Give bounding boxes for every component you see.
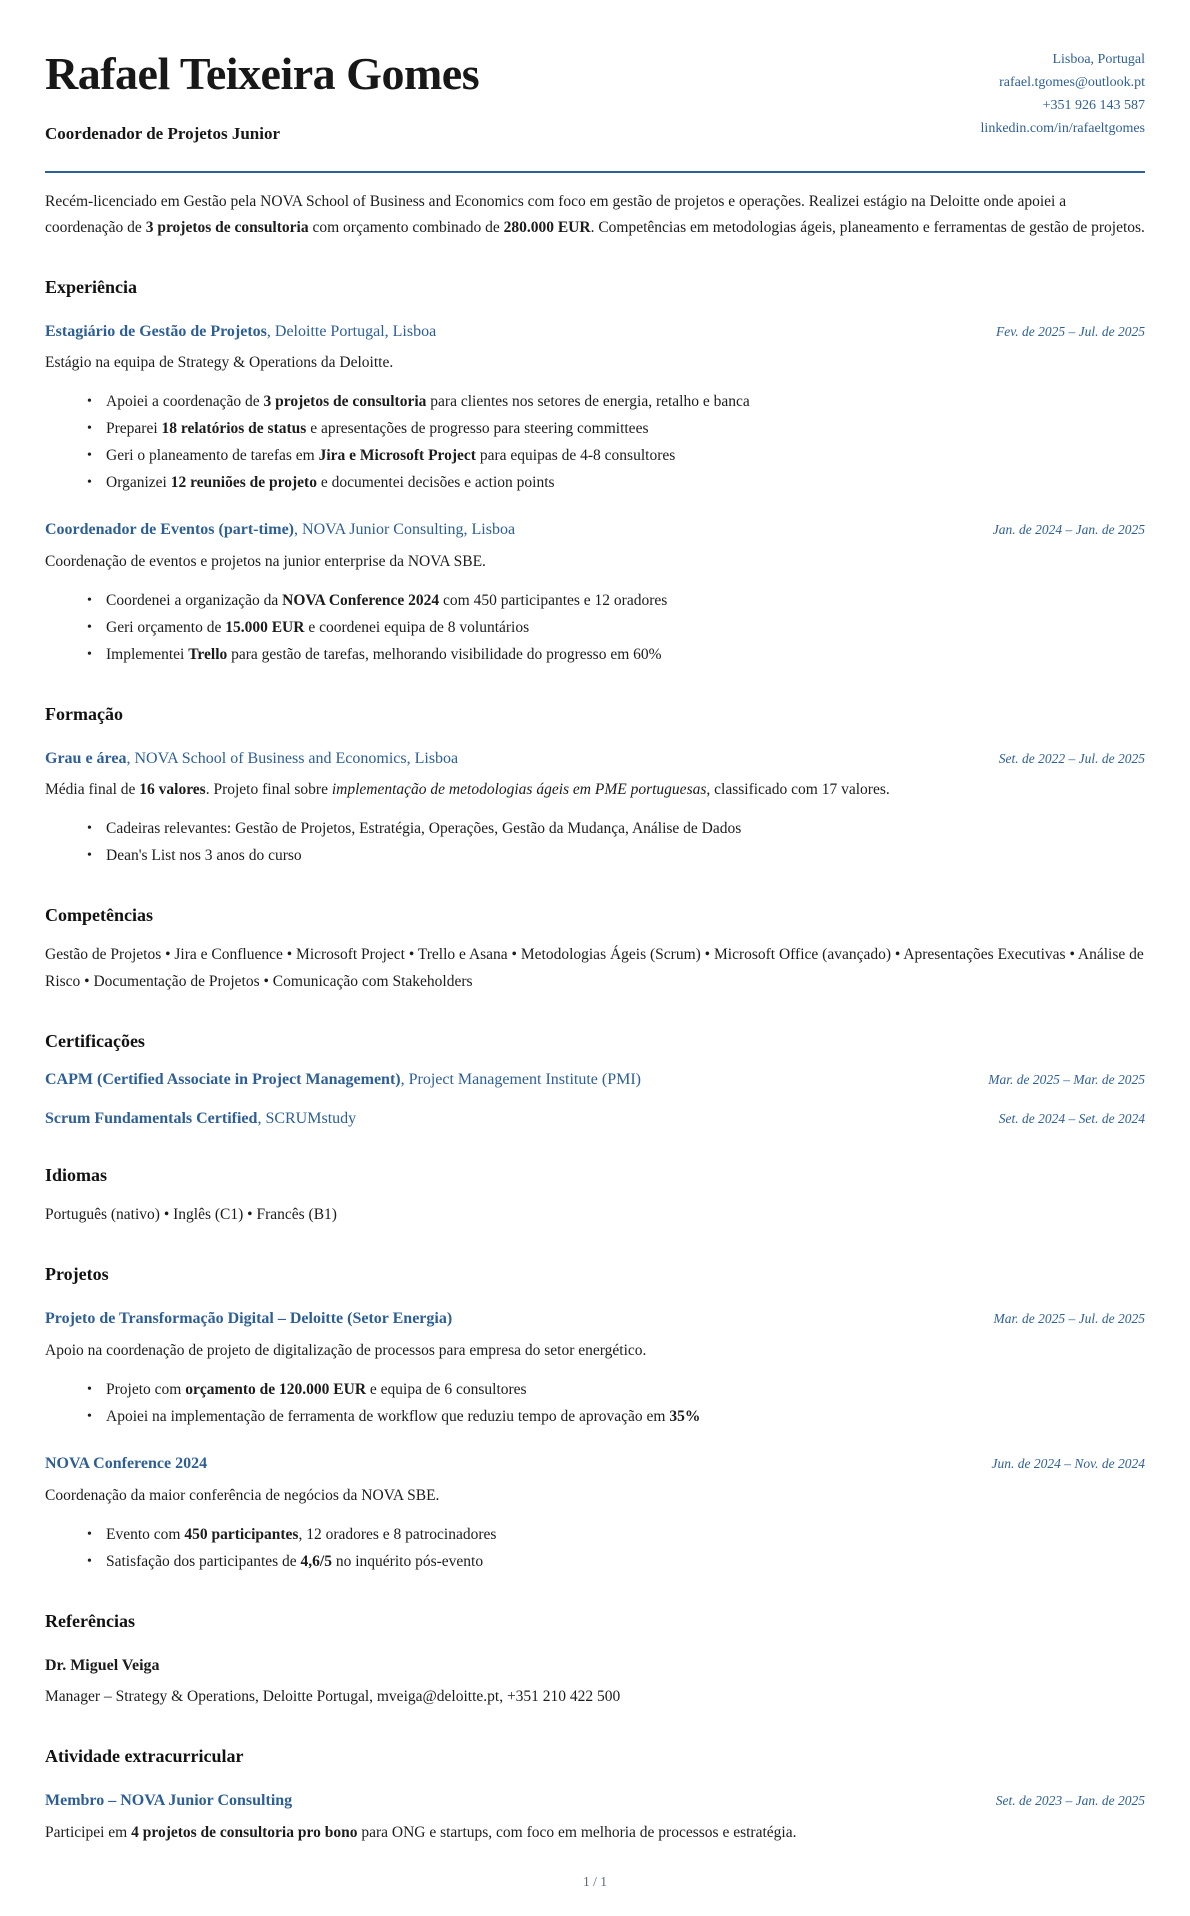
list-item bbox=[87, 470, 1145, 496]
list-item bbox=[87, 1377, 1145, 1403]
section bbox=[45, 1165, 1145, 1228]
text-segment: 18 relatórios de status bbox=[161, 420, 307, 438]
text-segment: , 12 oradores e 8 patrocinadores bbox=[298, 1525, 497, 1543]
list-item bbox=[87, 443, 1145, 469]
text-segment: e coordenei equipa de 8 voluntários bbox=[304, 618, 530, 636]
section-heading: Certificações bbox=[45, 1031, 145, 1052]
entry-header bbox=[45, 519, 1145, 541]
section bbox=[45, 1031, 1145, 1129]
text-segment: para gestão de tarefas, melhorando visibilidade do progresso em 60% bbox=[227, 645, 662, 663]
section-heading: Referências bbox=[45, 1610, 135, 1631]
section-text bbox=[45, 1201, 1145, 1228]
entry-header bbox=[45, 321, 1145, 343]
list-item bbox=[87, 1404, 1145, 1430]
text-segment: 35% bbox=[669, 1408, 701, 1426]
text-segment: Apoiei na implementação de ferramenta de workflow que reduziu tempo de aprovação em bbox=[106, 1408, 670, 1426]
text-segment: no inquérito pós-evento bbox=[331, 1552, 484, 1570]
list-item bbox=[87, 615, 1145, 641]
summary-paragraph bbox=[45, 189, 1145, 241]
page-indicator: 1 / 1 bbox=[582, 1873, 607, 1889]
text-segment: Dean's List nos 3 anos do curso bbox=[106, 847, 302, 865]
bullet-list bbox=[45, 588, 1145, 668]
text-segment: Satisfação dos participantes de bbox=[106, 1552, 301, 1570]
text-segment: Português (nativo) • Inglês (C1) • Francês (B1) bbox=[45, 1206, 337, 1224]
text-segment: 3 projetos de consultoria bbox=[263, 393, 427, 411]
header bbox=[45, 42, 1145, 144]
entry-title bbox=[45, 1108, 356, 1130]
text-segment: , classificado com 17 valores. bbox=[706, 781, 890, 799]
text-segment: . Projeto final sobre bbox=[205, 781, 332, 799]
entry-date: Jun. de 2024 – Nov. de 2024 bbox=[991, 1456, 1145, 1472]
header-divider bbox=[45, 171, 1145, 173]
entry-date: Set. de 2023 – Jan. de 2025 bbox=[995, 1793, 1145, 1809]
entry-date: Fev. de 2025 – Jul. de 2025 bbox=[996, 323, 1145, 339]
contact-location: Lisboa, Portugal bbox=[1052, 52, 1145, 67]
entry-title-main: Grau e área bbox=[45, 749, 127, 767]
section-heading: Projetos bbox=[45, 1264, 109, 1285]
entry-date: Set. de 2022 – Jul. de 2025 bbox=[998, 750, 1145, 766]
entry-title-main: Coordenador de Eventos (part-time) bbox=[45, 521, 295, 539]
section-heading: Atividade extracurricular bbox=[45, 1746, 244, 1767]
person-name: Rafael Teixeira Gomes bbox=[45, 48, 480, 99]
entry-description bbox=[45, 777, 1145, 803]
text-segment: Geri orçamento de bbox=[106, 618, 226, 636]
text-segment: Apoio na coordenação de projeto de digitalização de processos para empresa do setor energético. bbox=[45, 1342, 647, 1360]
entry-date: Mar. de 2025 – Mar. de 2025 bbox=[988, 1072, 1145, 1088]
text-segment: Coordenei a organização da bbox=[106, 591, 283, 609]
text-segment: Projeto com bbox=[106, 1381, 186, 1399]
text-segment: 4 projetos de consultoria pro bono bbox=[131, 1823, 358, 1841]
list-item bbox=[87, 843, 1145, 869]
text-segment: Média final de bbox=[45, 781, 140, 799]
section-heading: Formação bbox=[45, 703, 123, 724]
person-job-title: Coordenador de Projetos Junior bbox=[45, 123, 281, 143]
text-segment: Evento com bbox=[106, 1525, 185, 1543]
text-segment: implementação de metodologias ágeis em PME portuguesas bbox=[331, 781, 707, 799]
text-segment: 12 reuniões de projeto bbox=[170, 474, 317, 492]
section bbox=[45, 1264, 1145, 1574]
entry-title bbox=[45, 1790, 292, 1812]
entry-title bbox=[45, 748, 458, 770]
entry-title-main: NOVA Conference 2024 bbox=[45, 1455, 208, 1473]
section-heading: Experiência bbox=[45, 276, 137, 297]
bullet-list bbox=[45, 1377, 1145, 1430]
text-segment: para ONG e startups, com foco em melhoria de processos e estratégia. bbox=[357, 1823, 797, 1841]
section-heading: Competências bbox=[45, 905, 153, 926]
entry-title-sub: , Project Management Institute (PMI) bbox=[400, 1071, 641, 1089]
list-item bbox=[87, 588, 1145, 614]
text-segment: Cadeiras relevantes: Gestão de Projetos, Estratégia, Operações, Gestão da Mudança, Análise de Dados bbox=[106, 820, 742, 838]
bullet-list bbox=[45, 1522, 1145, 1575]
text-segment: e equipa de 6 consultores bbox=[366, 1381, 527, 1399]
bullet-list bbox=[45, 389, 1145, 496]
entry-title-sub: , SCRUMstudy bbox=[257, 1109, 357, 1127]
text-segment: Recém-licenciado em Gestão pela NOVA School of Business and Economics com foco em gestão de projetos e operações. Realizei estágio na Deloitte onde apoiei a coordenação de bbox=[45, 192, 1067, 236]
text-segment: 16 valores bbox=[139, 781, 206, 799]
entry-title bbox=[45, 1308, 452, 1330]
text-segment: Trello bbox=[188, 645, 228, 663]
entry-date: Jan. de 2024 – Jan. de 2025 bbox=[992, 522, 1145, 538]
text-segment: com orçamento combinado de bbox=[308, 218, 504, 236]
text-segment: Coordenação da maior conferência de negócios da NOVA SBE. bbox=[45, 1486, 440, 1504]
text-segment: 3 projetos de consultoria bbox=[145, 218, 309, 236]
entry-title-sub: , NOVA Junior Consulting, Lisboa bbox=[294, 521, 516, 539]
text-segment: . Competências em metodologias ágeis, planeamento e ferramentas de gestão de projetos. bbox=[590, 218, 1145, 236]
text-segment: 280.000 EUR bbox=[503, 218, 591, 236]
contact-email: rafael.tgomes@outlook.pt bbox=[999, 75, 1145, 90]
list-item bbox=[87, 389, 1145, 415]
section-text bbox=[45, 941, 1145, 995]
text-segment: 450 participantes bbox=[184, 1525, 299, 1543]
text-segment: NOVA Conference 2024 bbox=[282, 591, 440, 609]
entry-date: Mar. de 2025 – Jul. de 2025 bbox=[993, 1311, 1145, 1327]
entry-description bbox=[45, 549, 1145, 575]
text-segment: Preparei bbox=[106, 420, 162, 438]
text-segment: Jira e Microsoft Project bbox=[318, 447, 476, 465]
entry-title-main: Projeto de Transformação Digital – Deloitte (Setor Energia) bbox=[45, 1310, 453, 1328]
text-segment: Implementei bbox=[106, 645, 189, 663]
contact-block bbox=[981, 48, 1145, 140]
entry-header bbox=[45, 1453, 1145, 1475]
entry-header bbox=[45, 748, 1145, 770]
entry-description bbox=[45, 350, 1145, 376]
contact-linkedin: linkedin.com/in/rafaeltgomes bbox=[980, 121, 1145, 136]
entry-title bbox=[45, 519, 515, 541]
section-heading: Idiomas bbox=[45, 1165, 108, 1186]
section bbox=[45, 1746, 1145, 1846]
header-left bbox=[45, 42, 479, 144]
section bbox=[45, 1611, 1145, 1711]
text-segment: 15.000 EUR bbox=[225, 618, 305, 636]
text-segment: Participei em bbox=[45, 1823, 132, 1841]
text-segment: Estágio na equipa de Strategy & Operations da Deloitte. bbox=[45, 354, 394, 372]
entry-header bbox=[45, 1069, 1145, 1091]
text-segment: Organizei bbox=[106, 474, 171, 492]
entry-title-sub: , Deloitte Portugal, Lisboa bbox=[266, 322, 437, 340]
entry-title bbox=[45, 1453, 207, 1475]
entry-title-main: Dr. Miguel Veiga bbox=[45, 1656, 160, 1674]
text-segment: Geri o planeamento de tarefas em bbox=[106, 447, 319, 465]
text-segment: orçamento de 120.000 EUR bbox=[185, 1381, 367, 1399]
list-item bbox=[87, 816, 1145, 842]
entry-title bbox=[45, 321, 436, 343]
text-segment: Manager – Strategy & Operations, Deloitte Portugal, mveiga@deloitte.pt, +351 210 422 500 bbox=[45, 1688, 621, 1706]
entry-description bbox=[45, 1684, 1145, 1710]
text-segment: Coordenação de eventos e projetos na junior enterprise da NOVA SBE. bbox=[45, 552, 486, 570]
text-segment: Apoiei a coordenação de bbox=[106, 393, 264, 411]
resume-sections bbox=[45, 277, 1145, 1846]
entry-description bbox=[45, 1820, 1145, 1846]
text-segment: 4,6/5 bbox=[300, 1552, 332, 1570]
list-item bbox=[87, 642, 1145, 668]
contact-phone: +351 926 143 587 bbox=[1042, 98, 1145, 113]
section bbox=[45, 704, 1145, 870]
entry-title-main: Scrum Fundamentals Certified bbox=[45, 1109, 258, 1127]
section bbox=[45, 277, 1145, 668]
entry-title-main: Estagiário de Gestão de Projetos bbox=[45, 322, 267, 340]
text-segment: Gestão de Projetos • Jira e Confluence • Microsoft Project • Trello e Asana • Metodologias Ágeis (Scrum) • Microsoft Office (avançado) • Apresentações Executivas • Análise de Risco • Documentação de Projetos • Comunicação com Stakeholders bbox=[45, 946, 1144, 991]
entry-title bbox=[45, 1655, 160, 1677]
entry-title-main: Membro – NOVA Junior Consulting bbox=[45, 1792, 293, 1810]
text-segment: para clientes nos setores de energia, retalho e banca bbox=[426, 393, 750, 411]
text-segment: para equipas de 4-8 consultores bbox=[475, 447, 676, 465]
bullet-list bbox=[45, 816, 1145, 869]
list-item bbox=[87, 1522, 1145, 1548]
entry-header bbox=[45, 1655, 1145, 1677]
text-segment: e apresentações de progresso para steering committees bbox=[306, 420, 649, 438]
text-segment: com 450 participantes e 12 oradores bbox=[439, 591, 668, 609]
entry-header bbox=[45, 1108, 1145, 1130]
entry-title-sub: , NOVA School of Business and Economics, Lisboa bbox=[126, 749, 459, 767]
list-item bbox=[87, 416, 1145, 442]
entry-description bbox=[45, 1483, 1145, 1509]
section bbox=[45, 905, 1145, 995]
entry-title-main: CAPM (Certified Associate in Project Management) bbox=[45, 1071, 401, 1089]
entry-description bbox=[45, 1338, 1145, 1364]
text-segment: e documentei decisões e action points bbox=[316, 474, 555, 492]
entry-date: Set. de 2024 – Set. de 2024 bbox=[998, 1110, 1145, 1126]
list-item bbox=[87, 1549, 1145, 1575]
entry-header bbox=[45, 1308, 1145, 1330]
entry-title bbox=[45, 1069, 641, 1091]
entry-header bbox=[45, 1790, 1145, 1812]
